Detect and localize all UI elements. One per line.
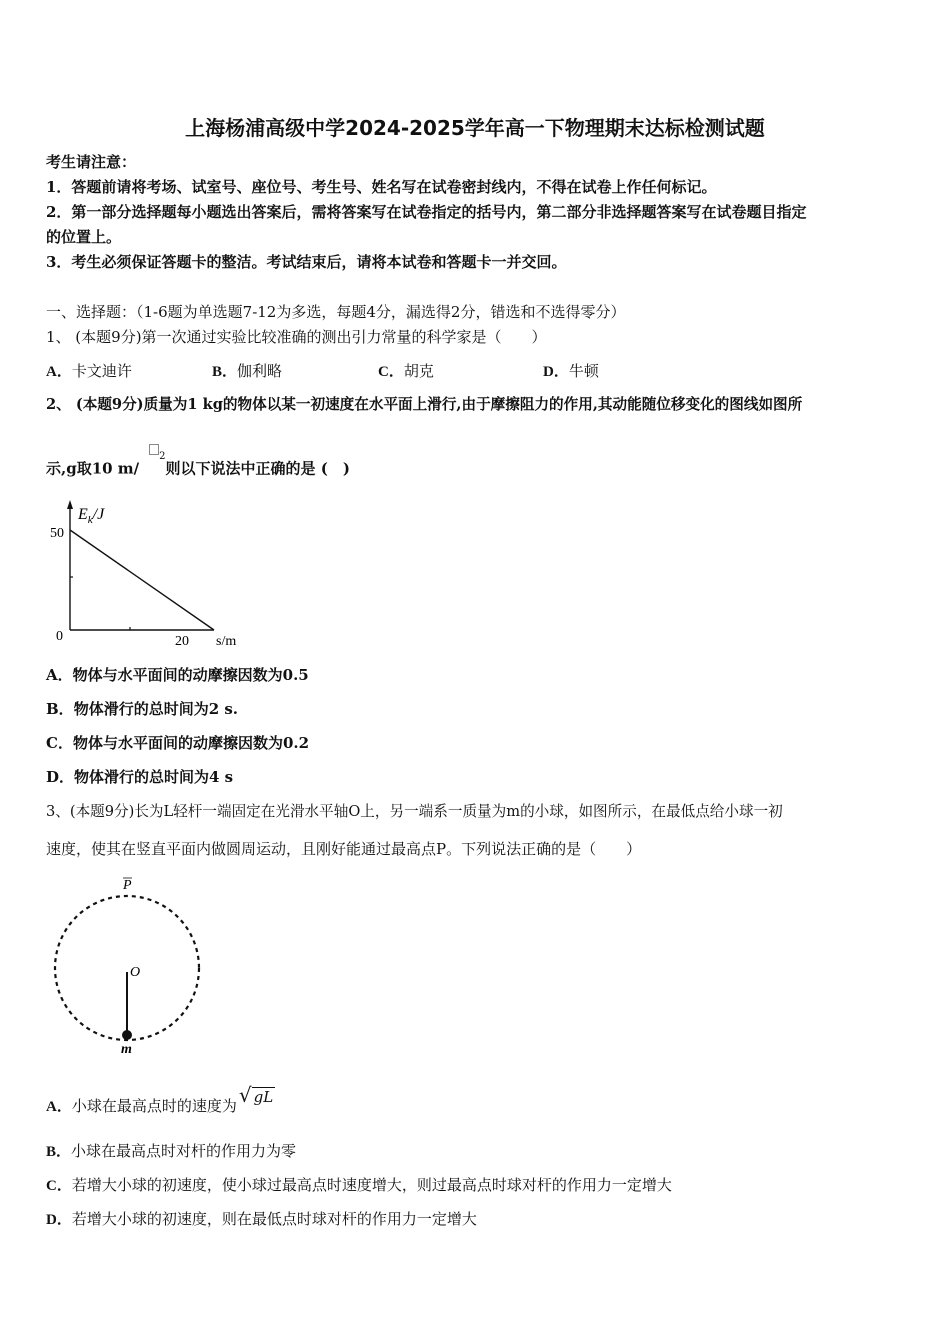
option-text: 胡克 <box>403 362 434 380</box>
question-2-stem: 2、 (本题9分)质量为1 kg的物体以某一初速度在水平面上滑行,由于摩擦阻力的作用,其动能随位移变化的图线如图所 <box>46 396 803 413</box>
option-text: 若增大小球的初速度，使小球过最高点时速度增大，则过最高点时球对杆的作用力一定增大 <box>71 1176 672 1194</box>
option-label: B． <box>46 1144 72 1160</box>
question-2-stem-cont <box>46 451 350 481</box>
notice-item: 3．考生必须保证答题卡的整洁。考试结束后，请将本试卷和答题卡一并交回。 <box>46 253 567 271</box>
option-text: 小球在最高点时对杆的作用力为零 <box>71 1142 297 1160</box>
series-line <box>70 530 214 630</box>
page-title: 上海杨浦高级中学2024-2025学年高一下物理期末达标检测试题 <box>185 116 765 140</box>
y-axis-arrow-icon <box>67 500 73 509</box>
y-axis-label: $E_k/J$ <box>78 506 105 526</box>
notice-item: 的位置上。 <box>46 228 122 246</box>
option-text: 卡文迪许 <box>71 362 132 380</box>
q1-option-b[interactable] <box>212 361 282 382</box>
x-axis-label: s/m <box>216 634 237 649</box>
option-label: C． <box>46 734 73 752</box>
q2-option-d[interactable] <box>46 767 233 787</box>
option-text: 若增大小球的初速度，则在最低点时球对杆的作用力一定增大 <box>71 1210 477 1228</box>
point-p-label: P <box>123 878 132 893</box>
notice-item: 2．第一部分选择题每小题选出答案后，需将答案写在试卷指定的括号内，第二部分非选择题答案写在试卷题目指定 <box>46 203 807 221</box>
option-text: 牛顿 <box>568 362 599 380</box>
q2-option-a[interactable] <box>46 665 309 685</box>
y-tick-label: 50 <box>50 526 64 541</box>
q1-option-c[interactable] <box>378 361 434 382</box>
option-label: D． <box>46 1212 72 1228</box>
option-label: D． <box>46 768 75 786</box>
notice-item: 1．答题前请将考场、试室号、座位号、考生号、姓名写在试卷密封线内，不得在试卷上作任何标记。 <box>46 178 717 196</box>
mass-m-label: m <box>121 1042 132 1057</box>
origin-label: 0 <box>56 629 63 644</box>
axis-o-label: O <box>130 965 141 980</box>
option-label: B． <box>212 364 238 380</box>
option-text: 物体与水平面间的动摩擦因数为0.2 <box>72 734 310 752</box>
q3-option-b[interactable] <box>46 1141 296 1162</box>
option-text: 伽利略 <box>237 362 283 380</box>
option-label: A． <box>46 666 73 684</box>
question-1-stem: 1、 (本题9分)第一次通过实验比较准确的测出引力常量的科学家是（ ） <box>46 328 547 346</box>
option-label: C． <box>46 1178 72 1194</box>
sqrt-icon: √ <box>238 1083 252 1107</box>
q2-option-c[interactable] <box>46 733 309 753</box>
option-label: A． <box>46 364 72 380</box>
option-text: 物体滑行的总时间为4 s <box>74 768 234 786</box>
stem-text: 则以下说法中正确的是 ( ) <box>165 459 350 478</box>
q3-option-a[interactable] <box>46 1083 275 1117</box>
option-text: 物体滑行的总时间为2 s. <box>73 700 239 718</box>
exponent: 2 <box>159 451 166 463</box>
question-3-stem-cont: 速度，使其在竖直平面内做圆周运动，且刚好能通过最高点P。下列说法正确的是（ ） <box>46 840 642 858</box>
ball <box>122 1030 132 1040</box>
option-text: 物体与水平面间的动摩擦因数为0.5 <box>72 666 309 684</box>
ek-s-graph <box>44 500 264 650</box>
q2-option-b[interactable] <box>46 699 238 719</box>
option-label: B． <box>46 700 74 718</box>
q1-option-d[interactable] <box>543 361 599 382</box>
circular-motion-figure <box>46 872 216 1062</box>
question-3-stem: 3、(本题9分)长为L轻杆一端固定在光滑水平轴O上，另一端系一质量为m的小球，如图所示，在最低点给小球一初 <box>46 803 783 820</box>
option-text: 小球在最高点时的速度为 <box>71 1097 237 1115</box>
option-label: D． <box>543 364 569 380</box>
option-label: C． <box>378 364 404 380</box>
section-heading: 一、选择题：（1-6题为单选题7-12为多选，每题4分，漏选得2分，错选和不选得零分） <box>46 303 626 321</box>
q1-option-a[interactable] <box>46 361 132 382</box>
x-tick-label: 20 <box>175 634 189 649</box>
notice-heading: 考生请注意： <box>46 153 137 171</box>
option-label: A． <box>46 1099 72 1115</box>
sqrt-formula <box>239 1085 275 1107</box>
stem-text: 示,g取10 m/ <box>46 459 140 478</box>
superscript-box <box>149 451 165 462</box>
sqrt-radicand: gL <box>253 1088 274 1106</box>
q3-option-c[interactable] <box>46 1175 672 1196</box>
q3-option-d[interactable] <box>46 1209 477 1230</box>
missing-glyph-icon <box>149 444 159 455</box>
